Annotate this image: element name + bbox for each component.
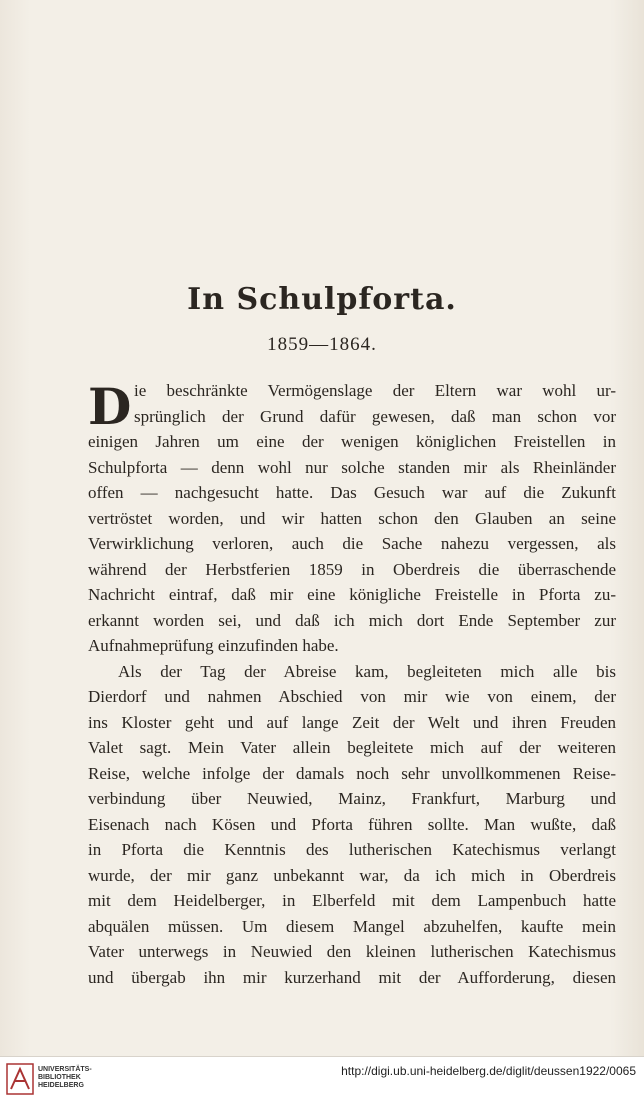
library-name-line: BIBLIOTHEK [38, 1074, 81, 1081]
chapter-years: 1859—1864. [267, 334, 377, 355]
text-line: offen — nachgesucht hatte. Das Gesuch war auf die Zukunft [88, 483, 616, 502]
text-line: Schulpforta — denn wohl nur solche standen mir als Rheinländer [88, 457, 616, 477]
text-line: Vater unterwegs in Neuwied den kleinen lutherischen Katechismus [88, 942, 616, 961]
text-line: vertröstet worden, und wir hatten schon den Glauben an seine [88, 508, 616, 528]
text-line: einigen Jahren um eine der wenigen königlichen Freistellen in [88, 432, 616, 451]
text-line: Valet sagt. Mein Vater allein begleitete mich auf der weiteren [88, 738, 616, 757]
footer-bar [0, 1056, 644, 1104]
drop-cap: D [88, 377, 132, 436]
library-name-line: HEIDELBERG [38, 1082, 84, 1089]
library-name [38, 1066, 92, 1090]
text-line: mit dem Heidelberger, in Elberfeld mit dem Lampenbuch hatte [88, 891, 616, 910]
chapter-title: In Schulpforta. [187, 282, 457, 317]
library-name-line: UNIVERSITÄTS- [38, 1066, 92, 1073]
text-line: erkannt worden sei, und daß ich mich dort Ende September zur [88, 610, 616, 630]
text-line: Verwirklichung verloren, auch die Sache nahezu vergessen, als [88, 534, 616, 553]
text-line: ins Kloster geht und auf lange Zeit der Welt und ihren Freuden [88, 712, 616, 732]
library-logo-icon [6, 1063, 34, 1095]
text-line: ie beschränkte Vermögenslage der Eltern war wohl ur- [134, 381, 616, 400]
text-line: Eisenach nach Kösen und Pforta führen sollte. Man wußte, daß [88, 814, 616, 834]
text-line: sprünglich der Grund dafür gewesen, daß man schon vor [134, 406, 616, 426]
text-line: verbindung über Neuwied, Mainz, Frankfurt, Marburg und [88, 789, 616, 808]
text-line: und übergab ihn mir kurzerhand mit der Aufforderung, diesen [88, 967, 616, 987]
source-url-link[interactable]: http://digi.ub.uni-heidelberg.de/diglit/deussen1922/0065 [341, 1064, 636, 1078]
text-line: während der Herbstferien 1859 in Oberdreis die überraschende [88, 559, 616, 579]
text-line: wurde, der mir ganz unbekannt war, da ich mich in Oberdreis [88, 865, 616, 885]
text-line: Als der Tag der Abreise kam, begleiteten mich alle bis [118, 661, 616, 681]
text-line: Nachricht eintraf, daß mir eine königliche Freistelle in Pforta zu- [88, 585, 616, 604]
text-line: Aufnahmeprüfung einzufinden habe. [88, 636, 339, 655]
text-line: Dierdorf und nahmen Abschied von mir wie von einem, der [88, 687, 616, 706]
text-line: abquälen müssen. Um diesem Mangel abzuhelfen, kaufte mein [88, 916, 616, 936]
text-line: Reise, welche infolge der damals noch sehr unvollkommenen Reise- [88, 763, 616, 783]
text-line: in Pforta die Kenntnis des lutherischen Katechismus verlangt [88, 840, 616, 859]
body-text [88, 378, 616, 990]
